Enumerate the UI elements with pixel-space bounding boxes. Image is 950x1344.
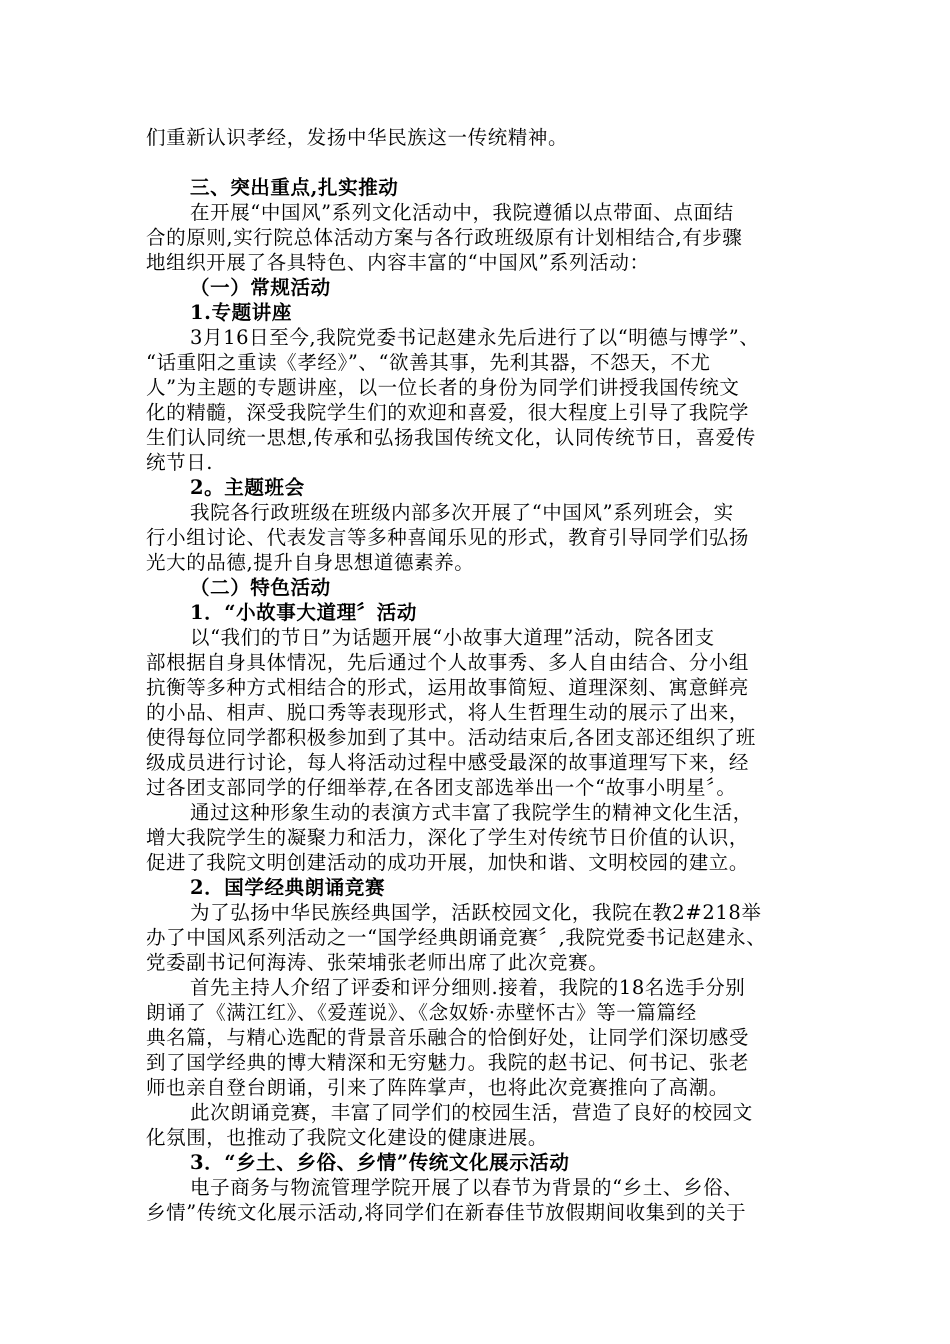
text-line: 为了弘扬中华民族经典国学，活跃校园文化，我院在教2#218举 — [190, 901, 762, 924]
text-line: 化氛围，也推动了我院文化建设的健康进展。 — [146, 1126, 549, 1149]
text-line: 光大的品德,提升自身思想道德素养。 — [146, 551, 475, 574]
text-line: 人”为主题的专题讲座，以一位长者的身份为同学们讲授我国传统文 — [146, 376, 740, 399]
text-line: 以“我们的节日”为话题开展“小故事大道理”活动，院各团支 — [190, 626, 715, 649]
text-line: 部根据自身具体情况，先后通过个人故事秀、多人自由结合、分小组 — [146, 651, 750, 674]
text-line: 行小组讨论、代表发言等多种喜闻乐见的形式，教育引导同学们弘扬 — [146, 526, 750, 549]
text-line: 们重新认识孝经，发扬中华民族这一传统精神。 — [146, 126, 569, 149]
item-heading: 2．国学经典朗诵竞赛 — [190, 876, 386, 899]
item-heading: 3．“乡土、乡俗、乡情”传统文化展示活动 — [190, 1151, 570, 1174]
text-line: 统节日. — [146, 451, 214, 474]
text-line: 合的原则,实行院总体活动方案与各行政班级原有计划相结合,有步骤 — [146, 226, 743, 249]
subsection-heading: （二）特色活动 — [190, 576, 331, 599]
text-line: 过各团支部同学的仔细举荐,在各团支部选举出一个“故事小明星〞。 — [146, 776, 737, 799]
text-line: 到了国学经典的博大精深和无穷魅力。我院的赵书记、何书记、张老 — [146, 1051, 750, 1074]
text-line: 党委副书记何海涛、张荣埔张老师出席了此次竞赛。 — [146, 951, 609, 974]
text-line: 使得每位同学都积极参加到了其中。活动结束后,各团支部还组织了班 — [146, 726, 756, 749]
text-line: 3月16日至今,我院党委书记赵建永先后进行了以“明德与博学”、 — [190, 326, 760, 349]
text-line: 在开展“中国风”系列文化活动中，我院遵循以点带面、点面结 — [190, 201, 734, 224]
text-line: 电子商务与物流管理学院开展了以春节为背景的“乡土、乡俗、 — [190, 1176, 744, 1199]
text-line: 乡情”传统文化展示活动,将同学们在新春佳节放假期间收集到的关于 — [146, 1201, 747, 1224]
text-line: 我院各行政班级在班级内部多次开展了“中国风”系列班会，实 — [190, 501, 734, 524]
text-line: 化的精髓，深受我院学生们的欢迎和喜爱，很大程度上引导了我院学 — [146, 401, 750, 424]
text-line: 增大我院学生的凝聚力和活力，深化了学生对传统节日价值的认识， — [146, 826, 750, 849]
item-heading: 1.专题讲座 — [190, 301, 292, 324]
text-line: 典名篇，与精心选配的背景音乐融合的恰倒好处，让同学们深切感受 — [146, 1026, 750, 1049]
item-heading: 1．“小故事大道理〞活动 — [190, 601, 417, 624]
text-line: 地组织开展了各具特色、内容丰富的“中国风”系列活动： — [146, 251, 650, 274]
text-line: 朗诵了《满江红》、《爱莲说》、《念奴娇·赤壁怀古》等一篇篇经 — [146, 1001, 697, 1024]
section-heading: 三、突出重点,扎实推动 — [190, 176, 399, 199]
subsection-heading: （一）常规活动 — [190, 276, 331, 299]
text-line: 首先主持人介绍了评委和评分细则.接着，我院的18名选手分别 — [190, 976, 746, 999]
text-line: 抗衡等多种方式相结合的形式，运用故事简短、道理深刻、寓意鲜亮 — [146, 676, 750, 699]
text-line: 促进了我院文明创建活动的成功开展，加快和谐、文明校园的建立。 — [146, 851, 750, 874]
text-line: “话重阳之重读《孝经》”、“欲善其事，先利其器，不怨天，不尤 — [146, 351, 711, 374]
text-line: 的小品、相声、脱口秀等表现形式，将人生哲理生动的展示了出来， — [146, 701, 750, 724]
text-line: 办了中国风系列活动之一“国学经典朗诵竞赛〞,我院党委书记赵建永、 — [146, 926, 767, 949]
text-line: 级成员进行讨论，每人将活动过程中感受最深的故事道理写下来，经 — [146, 751, 750, 774]
text-line: 通过这种形象生动的表演方式丰富了我院学生的精神文化生活， — [190, 801, 753, 824]
text-line: 师也亲自登台朗诵，引来了阵阵掌声，也将此次竞赛推向了高潮。 — [146, 1076, 729, 1099]
text-line: 生们认同统一思想,传承和弘扬我国传统文化，认同传统节日，喜爱传 — [146, 426, 756, 449]
text-line: 此次朗诵竞赛，丰富了同学们的校园生活，营造了良好的校园文 — [190, 1101, 753, 1124]
item-heading: 2。主题班会 — [190, 476, 305, 499]
